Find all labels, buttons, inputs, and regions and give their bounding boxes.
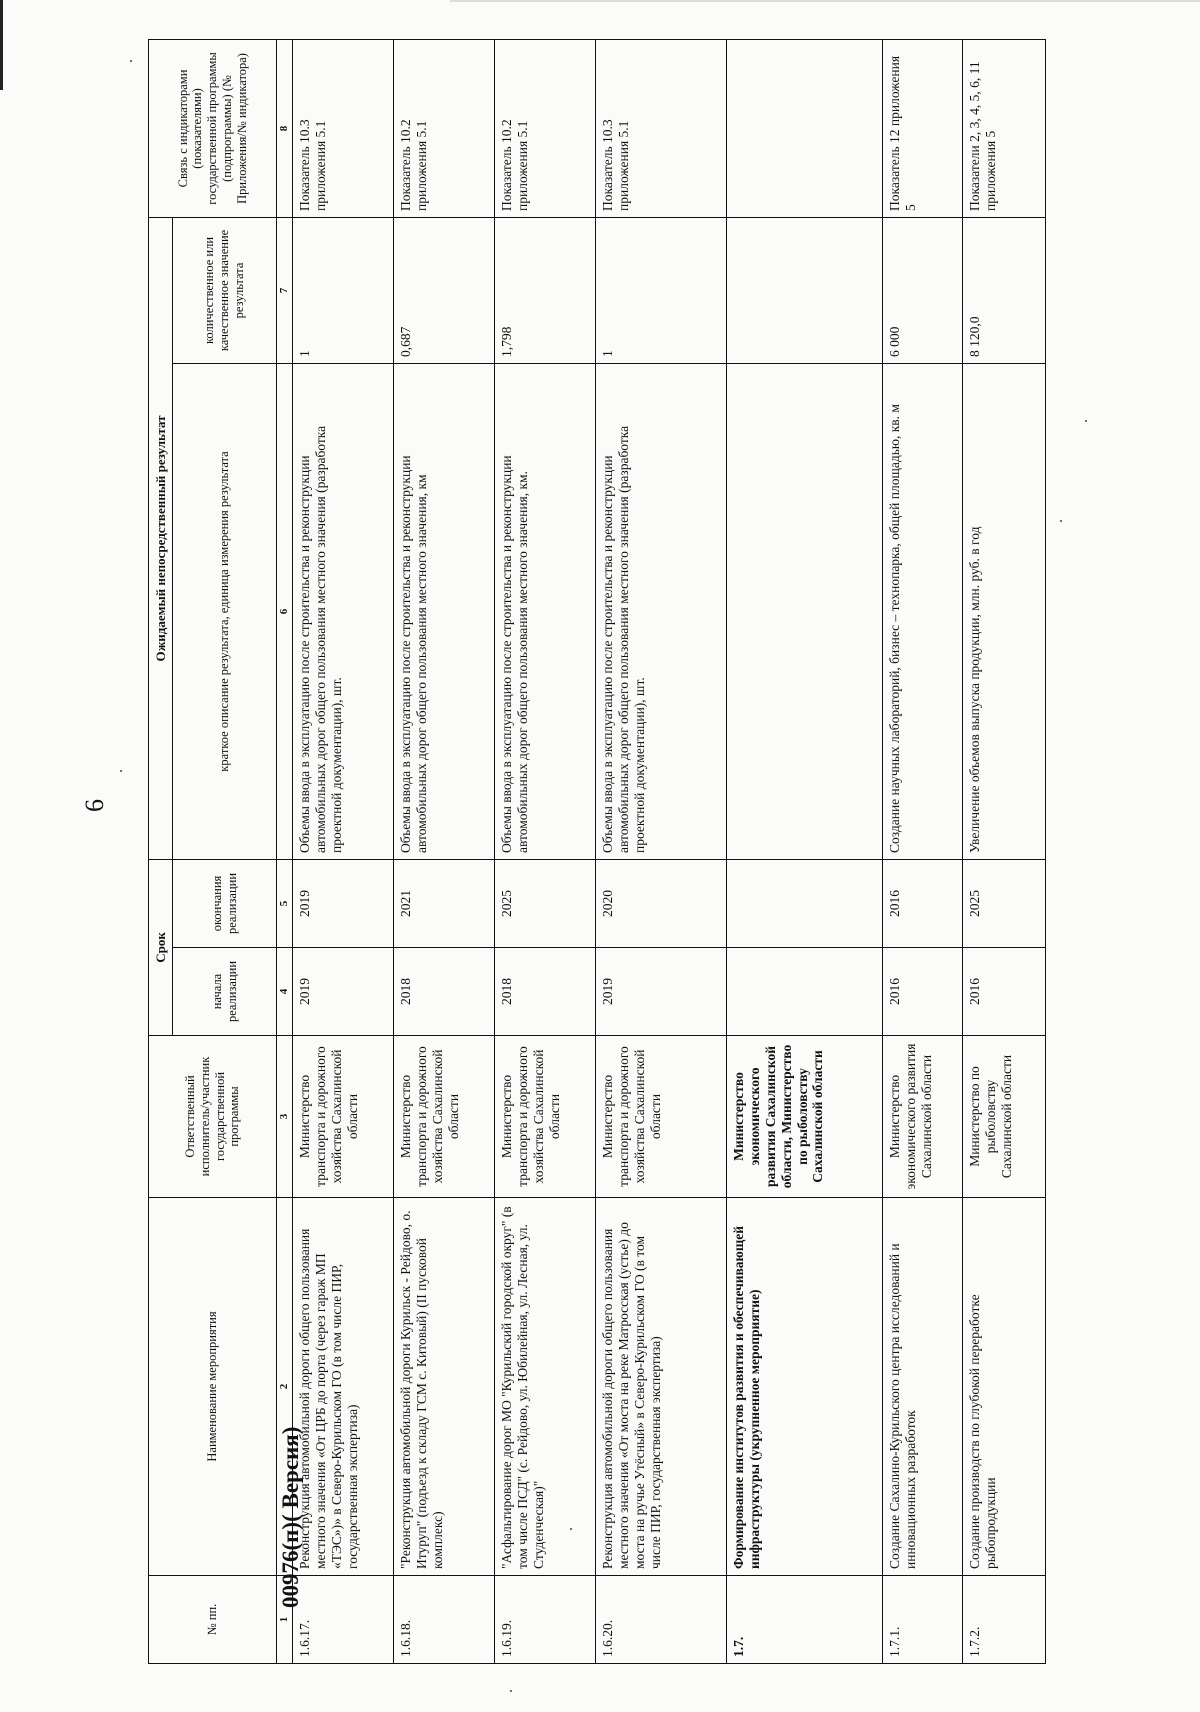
indicator-link: Показатель 12 приложения 5 xyxy=(882,39,962,217)
start-year: 2016 xyxy=(882,948,962,1036)
scan-speck xyxy=(130,60,132,62)
column-number: 5 xyxy=(277,859,293,947)
document-table-container xyxy=(148,40,1046,1664)
table-row xyxy=(495,39,596,1663)
column-number: 2 xyxy=(277,1198,293,1576)
start-year: 2019 xyxy=(596,948,727,1036)
column-number: 4 xyxy=(277,948,293,1036)
result-value: 1 xyxy=(596,217,727,363)
scan-top-shadow xyxy=(450,0,1200,2)
row-number: 1.6.17. xyxy=(293,1576,394,1664)
end-year: 2021 xyxy=(394,859,495,947)
responsible-executor: Министерство экономического развития Сахалинской области, Министерство по рыболовству Сахалинской области xyxy=(726,1036,882,1198)
end-year xyxy=(726,859,882,947)
end-year: 2016 xyxy=(882,859,962,947)
result-description xyxy=(726,363,882,859)
column-number-row xyxy=(277,39,293,1663)
result-description: Объемы ввода в эксплуатацию после строительства и реконструкции автомобильных дорог общего пользования местного значения, км xyxy=(394,363,495,859)
responsible-executor: Министерство транспорта и дорожного хозяйства Сахалинской области xyxy=(596,1036,727,1198)
activity-name: Формирование институтов развития и обеспечивающей инфраструктуры (укрупненное мероприятие) xyxy=(726,1198,882,1576)
table-row-section-heading xyxy=(726,39,882,1663)
header-result: Ожидаемый непосредственный результат xyxy=(149,217,173,859)
page-number: 6 xyxy=(80,799,109,812)
result-value: 1 xyxy=(293,217,394,363)
header-end: окончания реализации xyxy=(173,859,277,947)
responsible-executor: Министерство транспорта и дорожного хозяйства Сахалинской области xyxy=(293,1036,394,1198)
header-start: начала реализации xyxy=(173,948,277,1036)
start-year: 2019 xyxy=(293,948,394,1036)
indicator-link: Показатель 10.3 приложения 5.1 xyxy=(293,39,394,217)
column-number: 1 xyxy=(277,1576,293,1664)
table-row xyxy=(963,39,1046,1663)
result-value: 8 120,0 xyxy=(963,217,1046,363)
header-num: № пп. xyxy=(149,1576,277,1664)
table-row xyxy=(394,39,495,1663)
row-number: 1.7.2. xyxy=(963,1576,1046,1664)
start-year: 2018 xyxy=(495,948,596,1036)
result-description: Объемы ввода в эксплуатацию после строительства и реконструкции автомобильных дорог общего пользования местного значения (разработка проектной документации), шт. xyxy=(293,363,394,859)
result-description: Создание научных лабораторий, бизнес – технопарка, общей площадью, кв. м xyxy=(882,363,962,859)
activity-name: Создание Сахалино-Курильского центра исследований и инновационных разработок xyxy=(882,1198,962,1576)
header-term: Срок xyxy=(149,859,173,1035)
table-row xyxy=(293,39,394,1663)
column-number: 3 xyxy=(277,1036,293,1198)
column-number: 6 xyxy=(277,363,293,859)
result-value: 0,687 xyxy=(394,217,495,363)
indicator-link: Показатель 10.3 приложения 5.1 xyxy=(596,39,727,217)
scan-speck xyxy=(510,1690,512,1692)
scan-speck xyxy=(120,770,122,772)
result-description: Объемы ввода в эксплуатацию после строительства и реконструкции автомобильных дорог общего пользования местного значения (разработка проектной документации), шт. xyxy=(596,363,727,859)
start-year: 2016 xyxy=(963,948,1046,1036)
responsible-executor: Министерство по рыболовству Сахалинской области xyxy=(963,1036,1046,1198)
header-responsible: Ответственный исполнитель/участник государственной программы xyxy=(149,1036,277,1198)
table-row xyxy=(596,39,727,1663)
header-name: Наименование мероприятия xyxy=(149,1198,277,1576)
table-row xyxy=(882,39,962,1663)
header-description: краткое описание результата, единица измерения результата xyxy=(173,363,277,859)
start-year xyxy=(726,948,882,1036)
indicator-link xyxy=(726,39,882,217)
activity-name: Реконструкция автомобильной дороги общего пользования местного значения «От моста на реке Матросская (устье) до моста на ручье Утёсный» в Северо-Курильском ГО (в том числе ПИР, государственная экспертиза) xyxy=(596,1198,727,1576)
end-year: 2019 xyxy=(293,859,394,947)
row-number: 1.6.19. xyxy=(495,1576,596,1664)
header-value: количественное или качественное значение результата xyxy=(173,217,277,363)
activity-name: "Асфальтирование дорог МО "Курильский городской округ" (в том числе ПСД" (с. Рейдово, ул. Юбилейная, ул. Лесная, ул. Студенческая)" xyxy=(495,1198,596,1576)
document-code: 00976(п)( Версия) xyxy=(278,1426,303,1608)
responsible-executor: Министерство экономического развития Сахалинской области xyxy=(882,1036,962,1198)
column-number: 8 xyxy=(277,39,293,217)
indicator-link: Показатель 10.2 приложения 5.1 xyxy=(394,39,495,217)
scan-edge-mark xyxy=(0,0,3,90)
activity-name: Реконструкция автомобильной дороги общего пользования местного значения «От ЦРБ до порта (через гараж МП «ТЭС»)» в Северо-Курильском ГО (в том числе ПИР, государственная экспертиза) xyxy=(293,1198,394,1576)
header-indicator-link: Связь с индикаторами (показателями) государственной программы (подпрограммы) (№ Приложения/№ индикатора) xyxy=(149,39,277,217)
end-year: 2025 xyxy=(963,859,1046,947)
responsible-executor: Министерство транспорта и дорожного хозяйства Сахалинской области xyxy=(495,1036,596,1198)
result-value: 6 000 xyxy=(882,217,962,363)
result-description: Увеличение объемов выпуска продукции, млн. руб. в год xyxy=(963,363,1046,859)
row-number: 1.6.18. xyxy=(394,1576,495,1664)
scan-speck xyxy=(1060,520,1062,522)
indicator-link: Показатель 10.2 приложения 5.1 xyxy=(495,39,596,217)
column-number: 7 xyxy=(277,217,293,363)
result-value: 1,798 xyxy=(495,217,596,363)
start-year: 2018 xyxy=(394,948,495,1036)
end-year: 2025 xyxy=(495,859,596,947)
row-number: 1.6.20. xyxy=(596,1576,727,1664)
activities-table xyxy=(148,39,1046,1664)
responsible-executor: Министерство транспорта и дорожного хозяйства Сахалинской области xyxy=(394,1036,495,1198)
scan-speck xyxy=(1085,420,1087,422)
end-year: 2020 xyxy=(596,859,727,947)
result-value xyxy=(726,217,882,363)
activity-name: "Реконструкция автомобильной дороги Курильск - Рейдово, о. Итуруп" (подъезд к складу ГСМ с. Китовый) (II пусковой комплекс) xyxy=(394,1198,495,1576)
activity-name: Создание производств по глубокой переработке рыбопродукции xyxy=(963,1198,1046,1576)
row-number: 1.7. xyxy=(726,1576,882,1664)
row-number: 1.7.1. xyxy=(882,1576,962,1664)
result-description: Объемы ввода в эксплуатацию после строительства и реконструкции автомобильных дорог общего пользования местного значения, км. xyxy=(495,363,596,859)
indicator-link: Показатели 2, 3, 4, 5, 6, 11 приложения 5 xyxy=(963,39,1046,217)
